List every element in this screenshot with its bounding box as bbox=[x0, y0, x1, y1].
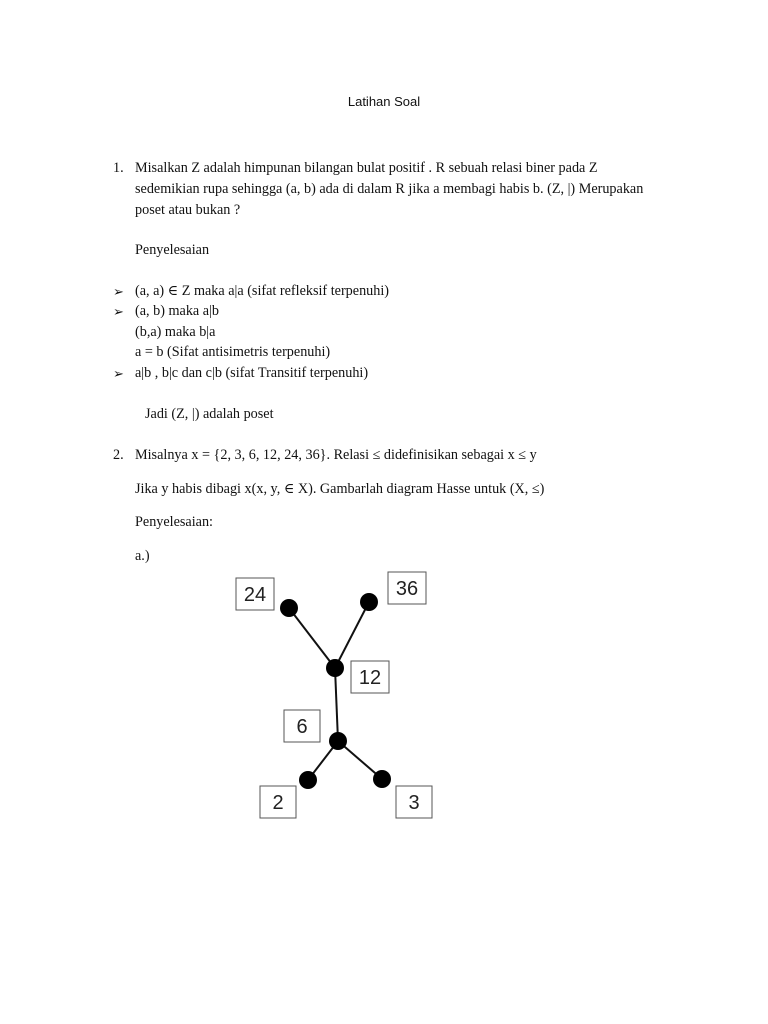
hasse-label-12: 12 bbox=[358, 667, 382, 689]
hasse-label-box-24 bbox=[236, 578, 274, 610]
hasse-node-6 bbox=[329, 732, 347, 750]
hasse-label-box-2 bbox=[260, 786, 296, 818]
solution-1-conclusion: Jadi (Z, |) adalah poset bbox=[145, 406, 274, 422]
solution-1-item-2-line-2: (b,a) maka b|a bbox=[135, 324, 216, 340]
solution-1-item-3: a|b , b|c dan c|b (sifat Transitif terpenuhi) bbox=[135, 365, 369, 381]
solution-1-heading: Penyelesaian bbox=[135, 242, 210, 258]
question-2-line-2: Jika y habis dibagi x(x, y, ∈ X). Gambarlah diagram Hasse untuk (X, ≤) bbox=[135, 481, 545, 497]
hasse-label-2: 2 bbox=[272, 792, 284, 814]
hasse-label-box-36 bbox=[388, 572, 426, 604]
question-2-line-1: Misalnya x = {2, 3, 6, 12, 24, 36}. Relasi ≤ didefinisikan sebagai x ≤ y bbox=[135, 447, 537, 463]
solution-2-heading: Penyelesaian: bbox=[135, 514, 214, 530]
hasse-label-24: 24 bbox=[243, 584, 267, 606]
hasse-edge-12-6 bbox=[335, 668, 338, 741]
hasse-edge-24-12 bbox=[289, 608, 335, 668]
question-1-number: 1. bbox=[113, 160, 124, 176]
solution-1-item-2: (a, b) maka a|b bbox=[135, 303, 219, 319]
solution-1-item-1: (a, a) ∈ Z maka a|a (sifat refleksif terpenuhi) bbox=[135, 283, 390, 299]
hasse-label-3: 3 bbox=[408, 792, 420, 814]
hasse-label-box-12 bbox=[351, 661, 389, 693]
hasse-node-2 bbox=[299, 771, 317, 789]
page-title: Latihan Soal bbox=[347, 94, 421, 109]
question-1-line-2: sedemikian rupa sehingga (a, b) ada di dalam R jika a membagi habis b. (Z, |) Merupakan bbox=[135, 181, 644, 197]
arrow-bullet-icon: ➢ bbox=[113, 366, 124, 381]
question-1-line-1: Misalkan Z adalah himpunan bilangan bulat positif . R sebuah relasi biner pada Z bbox=[135, 160, 598, 176]
arrow-bullet-icon: ➢ bbox=[113, 284, 124, 299]
solution-1-item-2-line-3: a = b (Sifat antisimetris terpenuhi) bbox=[135, 344, 331, 360]
hasse-diagram bbox=[192, 558, 496, 866]
hasse-label-box-3 bbox=[396, 786, 432, 818]
hasse-node-36 bbox=[360, 593, 378, 611]
hasse-edge-36-12 bbox=[335, 602, 369, 668]
hasse-label-box-6 bbox=[284, 710, 320, 742]
hasse-diagram-svg bbox=[192, 558, 496, 866]
hasse-node-3 bbox=[373, 770, 391, 788]
part-a-label: a.) bbox=[135, 548, 150, 564]
question-1-line-3: poset atau bukan ? bbox=[135, 202, 241, 218]
hasse-label-36: 36 bbox=[395, 578, 419, 600]
hasse-node-24 bbox=[280, 599, 298, 617]
hasse-label-6: 6 bbox=[296, 716, 308, 738]
question-2-number: 2. bbox=[113, 447, 124, 463]
hasse-node-12 bbox=[326, 659, 344, 677]
arrow-bullet-icon: ➢ bbox=[113, 304, 124, 319]
